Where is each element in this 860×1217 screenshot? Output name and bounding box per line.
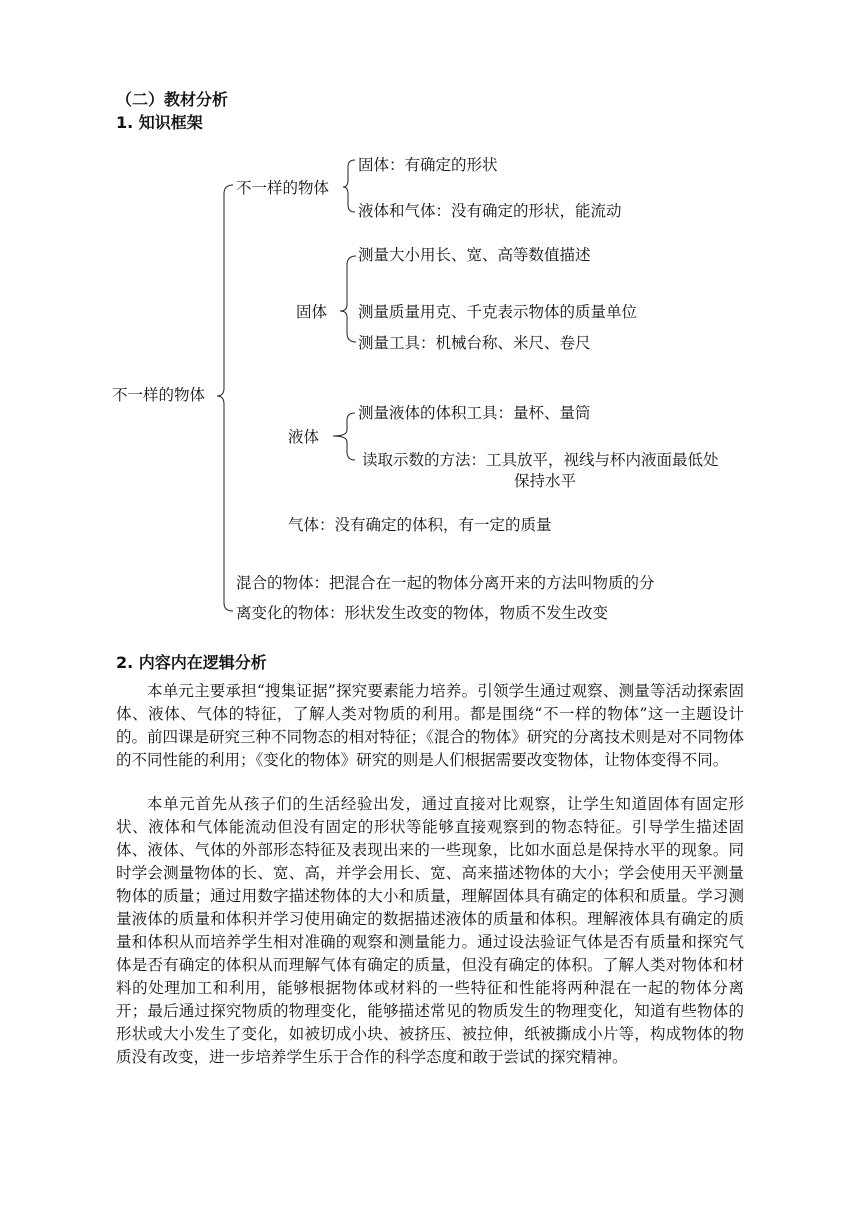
group3-item-continued: 保持水平 [514, 472, 577, 490]
body-paragraph: 本单元首先从孩子们的生活经验出发，通过直接对比观察，让学生知道固体有固定形状、液体和气体能流动但没有固定的形状等能够直接观察到的物态特征。引导学生描述固体、液体、气体的外部形态特征及表现出来的一些现象，比如水面总是保持水平的现象。同时学会测量物体的长、宽、高，并学会用长、宽、高来描述物体的大小；学会使用天平测量物体的质量；通过用数字描述物体的大小和质量，理解固体具有确定的体积和质量。学习测量液体的质量和体积并学习使用确定的数据描述液体的质量和体积。理解液体具有确定的质量和体积从而培养学生相对准确的观察和测量能力。通过设法验证气体是否有质量和探究气体是否有确定的体积从而理解气体有确定的质量，但没有确定的体积。了解人类对物体和材料的处理加工和利用，能够根据物体或材料的一些特征和性能将两种混在一起的物体分离开；最后通过探究物质的物理变化，能够描述常见的物质发生的物理变化，知道有些物体的形状或大小发生了变化，如被切成小块、被挤压、被拉伸，纸被撕成小片等，构成物体的物质没有改变，进一步培养学生乐于合作的科学态度和敢于尝试的探究精神。 [116, 795, 744, 1066]
group1-item: 固体：有确定的形状 [358, 156, 498, 174]
group1-brace [343, 160, 355, 212]
section-heading: （二）教材分析 [116, 90, 229, 109]
changed-item: 离变化的物体：形状发生改变的物体，物质不发生改变 [236, 604, 609, 622]
group3-item: 读取示数的方法：工具放平，视线与杯内液面最低处 [362, 451, 719, 469]
group3-item: 测量液体的体积工具：量杯、量筒 [358, 404, 591, 422]
group2-item: 测量大小用长、宽、高等数值描述 [358, 246, 591, 264]
group1-label: 不一样的物体 [236, 179, 330, 197]
group2-item: 测量质量用克、千克表示物体的质量单位 [358, 303, 638, 321]
mixed-item: 混合的物体：把混合在一起的物体分离开来的方法叫物质的分 [236, 574, 655, 592]
group3-brace [333, 413, 355, 460]
group2-item: 测量工具：机械台称、米尺、卷尺 [358, 334, 591, 352]
group3-label: 液体 [288, 428, 320, 446]
group2-label: 固体 [296, 303, 328, 321]
group2-brace [340, 256, 356, 342]
framework-root-label: 不一样的物体 [112, 386, 206, 404]
body-paragraph: 本单元主要承担“搜集证据”探究要素能力培养。引领学生通过观察、测量等活动探索固体、液体、气体的特征，了解人类对物质的利用。都是围绕“不一样的物体”这一主题设计的。前四课是研究三种不同物态的相对特征；《混合的物体》研究的分离技术则是对不同物体的不同性能的利用；《变化的物体》研究的则是人们根据需要改变物体，让物体变得不同。 [116, 682, 744, 769]
gas-item: 气体：没有确定的体积，有一定的质量 [288, 516, 552, 534]
subsection-heading-framework: 1. 知识框架 [116, 113, 203, 132]
subsection-heading-logic: 2. 内容内在逻辑分析 [116, 653, 267, 672]
main-brace [217, 185, 233, 611]
group1-item: 液体和气体：没有确定的形状，能流动 [358, 202, 622, 220]
